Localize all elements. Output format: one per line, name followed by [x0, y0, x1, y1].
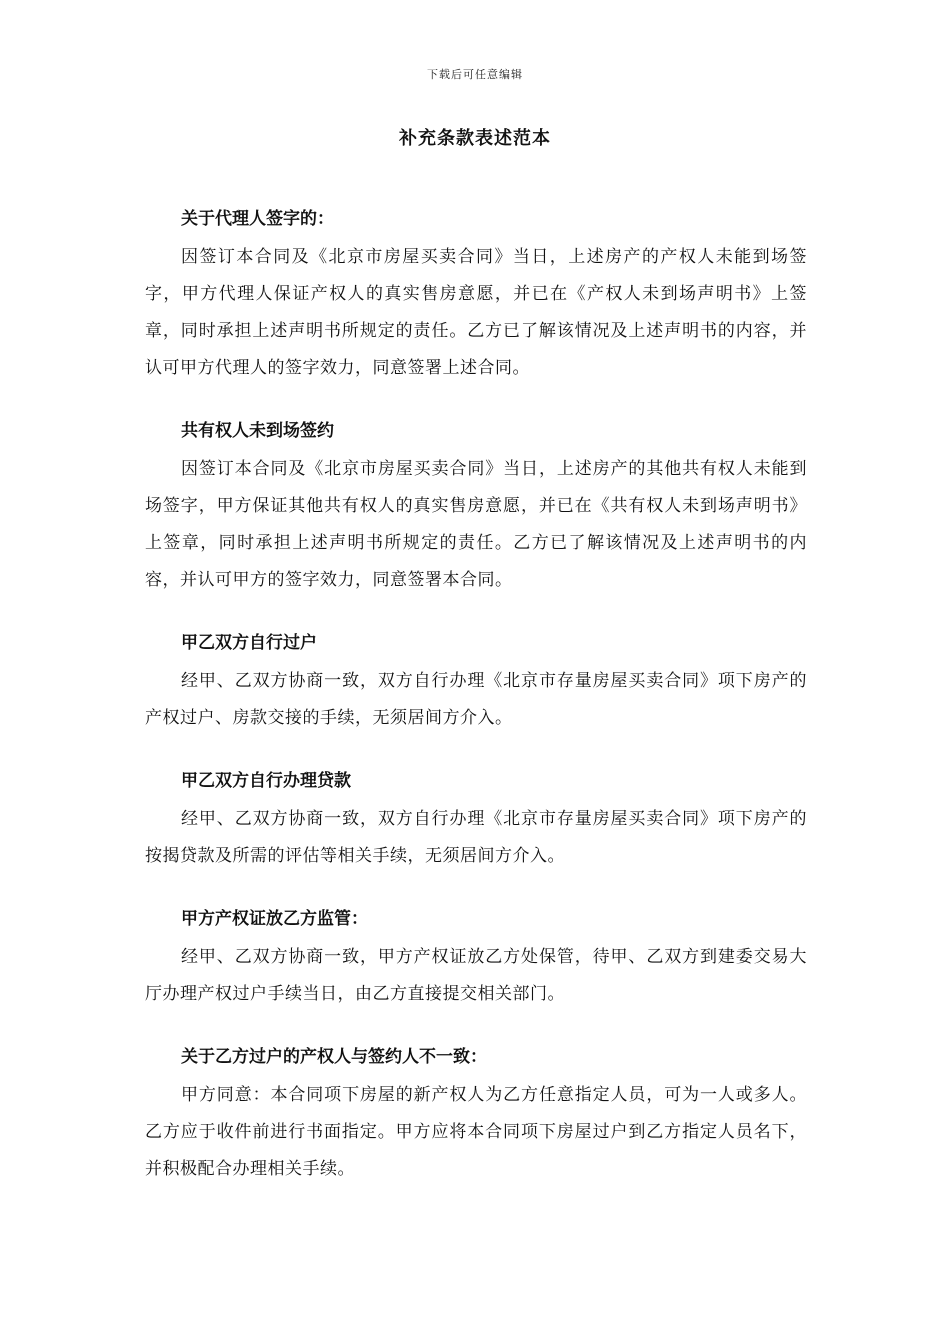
- section-paragraph: 因签订本合同及《北京市房屋买卖合同》当日，上述房产的产权人未能到场签字，甲方代理人保证产权人的真实售房意愿，并已在《产权人未到场声明书》上签章，同时承担上述声明书所规定的责任。乙方已了解该情况及上述声明书的内容，并认可甲方代理人的签字效力，同意签署上述合同。: [145, 247, 807, 378]
- section-agent-signature: [145, 205, 807, 387]
- section-paragraph: 经甲、乙双方协商一致，双方自行办理《北京市存量房屋买卖合同》项下房产的产权过户、房款交接的手续，无须居间方介入。: [145, 671, 807, 728]
- section-heading: 关于乙方过户的产权人与签约人不一致：: [181, 1047, 487, 1067]
- section-heading: 甲乙双方自行办理贷款: [181, 771, 351, 791]
- section-self-transfer: [145, 629, 807, 737]
- section-self-loan: [145, 767, 807, 875]
- section-paragraph: 经甲、乙双方协商一致，双方自行办理《北京市存量房屋买卖合同》项下房产的按揭贷款及所需的评估等相关手续，无须居间方介入。: [145, 809, 807, 866]
- section-heading: 甲乙双方自行过户: [181, 633, 317, 653]
- section-heading: 甲方产权证放乙方监管：: [181, 909, 368, 929]
- document-body: [145, 205, 807, 1218]
- section-paragraph: 因签订本合同及《北京市房屋买卖合同》当日，上述房产的其他共有权人未能到场签字，甲方保证其他共有权人的真实售房意愿，并已在《共有权人未到场声明书》上签章，同时承担上述声明书所规定的责任。乙方已了解该情况及上述声明书的内容，并认可甲方的签字效力，同意签署本合同。: [145, 459, 807, 590]
- section-paragraph: 经甲、乙双方协商一致，甲方产权证放乙方处保管，待甲、乙双方到建委交易大厅办理产权过户手续当日，由乙方直接提交相关部门。: [145, 947, 807, 1004]
- section-co-owner-absent: [145, 417, 807, 599]
- section-certificate-custody: [145, 905, 807, 1013]
- section-heading: 共有权人未到场签约: [181, 421, 334, 441]
- section-paragraph: 甲方同意：本合同项下房屋的新产权人为乙方任意指定人员，可为一人或多人。乙方应于收件前进行书面指定。甲方应将本合同项下房屋过户到乙方指定人员名下，并积极配合办理相关手续。: [145, 1085, 807, 1179]
- page-header-note: 下载后可任意编辑: [427, 68, 523, 81]
- document-title: 补充条款表述范本: [399, 128, 551, 149]
- section-owner-signer-mismatch: [145, 1043, 807, 1188]
- section-heading: 关于代理人签字的：: [181, 209, 334, 229]
